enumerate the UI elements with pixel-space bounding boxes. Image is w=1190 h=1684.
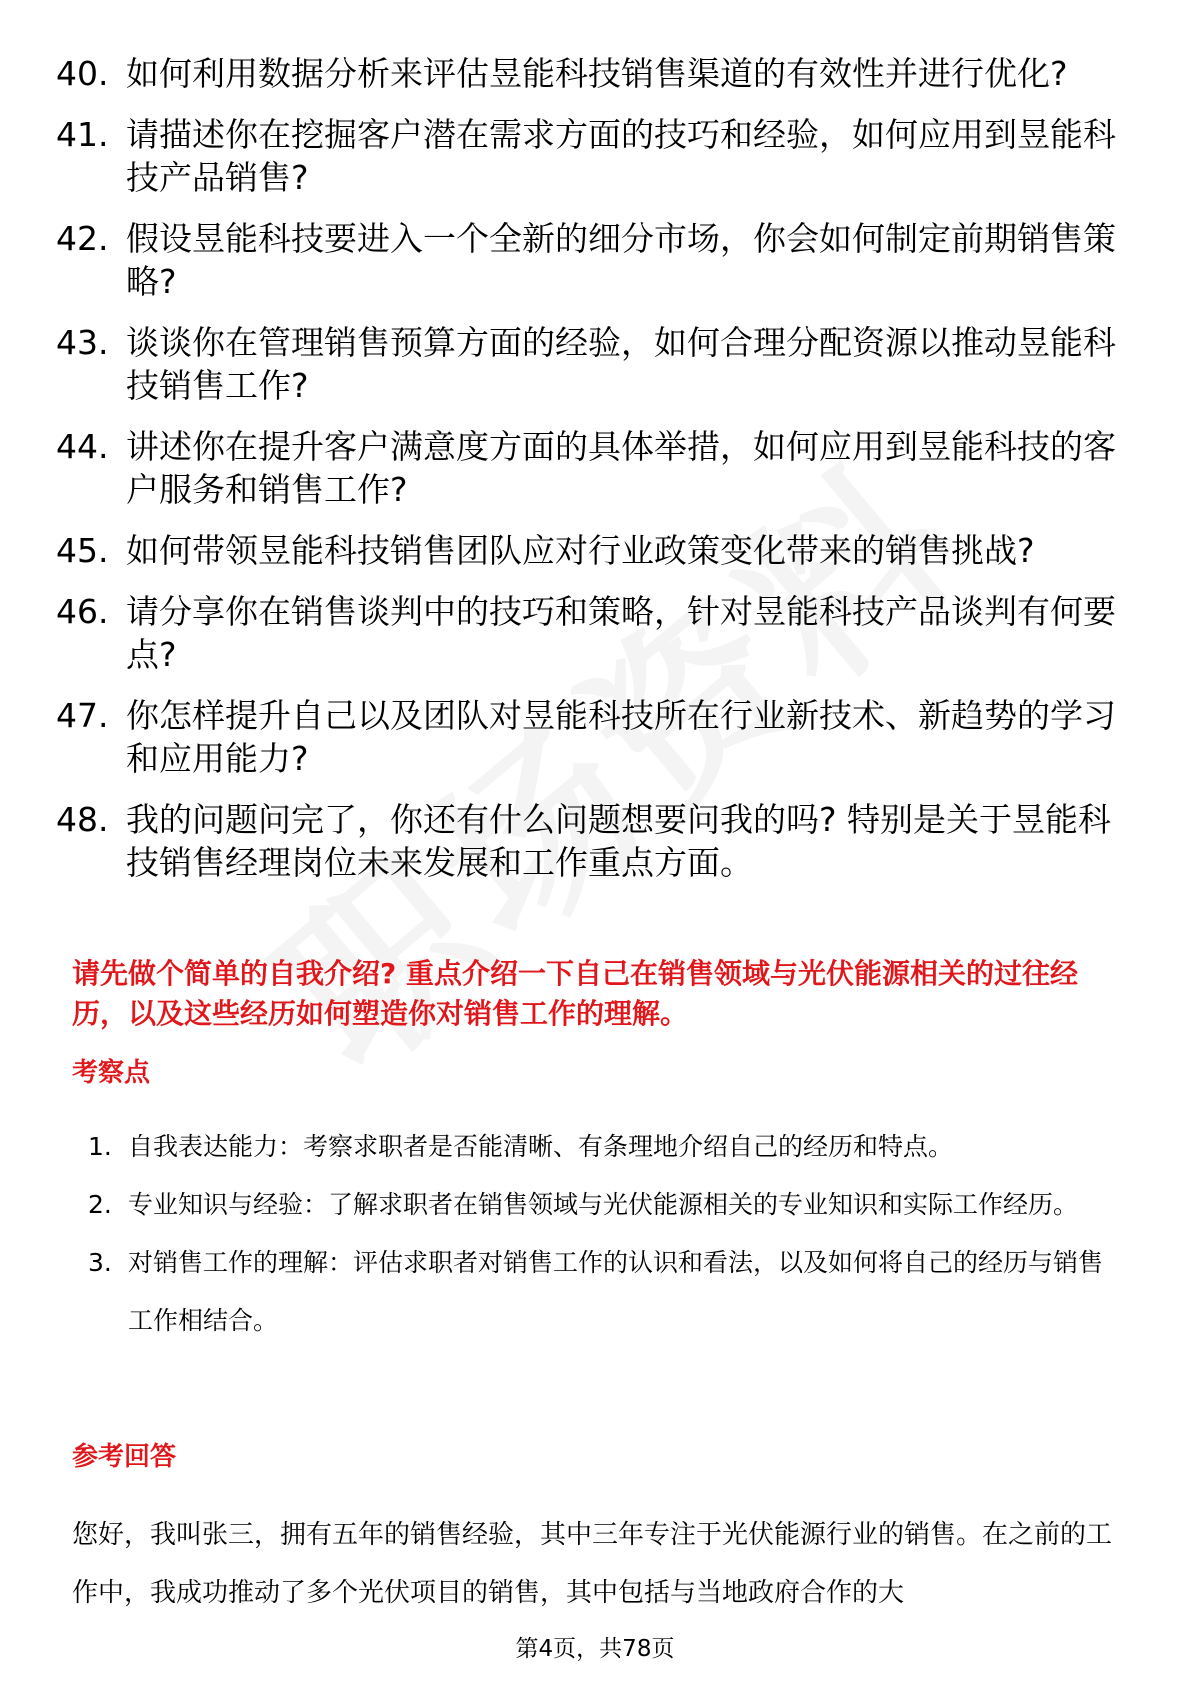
question-number: 44. — [56, 427, 109, 466]
question-item — [56, 590, 1136, 676]
highlight-question: 请先做个简单的自我介绍? 重点介绍一下自己在销售领域与光伏能源相关的过往经历，以及这些经历如何塑造你对销售工作的理解。 — [72, 957, 1078, 1030]
assessment-point — [88, 1234, 1118, 1350]
reference-answer-text: 您好，我叫张三，拥有五年的销售经验，其中三年专注于光伏能源行业的销售。在之前的工作中，我成功推动了多个光伏项目的销售，其中包括与当地政府合作的大 — [72, 1520, 1113, 1608]
question-number: 43. — [56, 323, 109, 362]
assessment-point-text: 专业知识与经验：了解求职者在销售领域与光伏能源相关的专业知识和实际工作经历。 — [128, 1190, 1079, 1219]
question-text: 请描述你在挖掘客户潜在需求方面的技巧和经验，如何应用到昱能科技产品销售? — [126, 115, 1116, 197]
question-list — [56, 52, 1136, 902]
question-item — [56, 113, 1136, 199]
assessment-point — [88, 1118, 1118, 1176]
assessment-point-text: 对销售工作的理解：评估求职者对销售工作的认识和看法，以及如何将自己的经历与销售工作相结合。 — [128, 1248, 1104, 1335]
question-text: 讲述你在提升客户满意度方面的具体举措，如何应用到昱能科技的客户服务和销售工作? — [126, 427, 1116, 509]
question-number: 42. — [56, 219, 109, 258]
question-item — [56, 529, 1136, 572]
question-text: 谈谈你在管理销售预算方面的经验，如何合理分配资源以推动昱能科技销售工作? — [126, 323, 1116, 405]
question-text: 如何利用数据分析来评估昱能科技销售渠道的有效性并进行优化? — [126, 54, 1068, 93]
question-item — [56, 217, 1136, 303]
section-title-cankao: 参考回答 — [72, 1442, 177, 1472]
assessment-point-number: 2. — [88, 1190, 112, 1219]
question-number: 45. — [56, 531, 109, 570]
question-text: 假设昱能科技要进入一个全新的细分市场，你会如何制定前期销售策略? — [126, 219, 1116, 301]
question-item — [56, 798, 1136, 884]
question-number: 41. — [56, 115, 109, 154]
question-item — [56, 694, 1136, 780]
question-item — [56, 321, 1136, 407]
question-text: 你怎样提升自己以及团队对昱能科技所在行业新技术、新趋势的学习和应用能力? — [126, 696, 1116, 778]
question-number: 40. — [56, 54, 109, 93]
question-number: 47. — [56, 696, 109, 735]
question-item — [56, 425, 1136, 511]
assessment-point — [88, 1176, 1118, 1234]
assessment-point-text: 自我表达能力：考察求职者是否能清晰、有条理地介绍自己的经历和特点。 — [128, 1132, 954, 1161]
page-footer: 第4页，共78页 — [515, 1636, 675, 1662]
question-number: 48. — [56, 800, 109, 839]
assessment-points-list — [88, 1118, 1118, 1350]
question-text: 请分享你在销售谈判中的技巧和策略，针对昱能科技产品谈判有何要点? — [126, 592, 1116, 674]
assessment-point-number: 1. — [88, 1132, 112, 1161]
question-item — [56, 52, 1136, 95]
question-text: 如何带领昱能科技销售团队应对行业政策变化带来的销售挑战? — [126, 531, 1035, 570]
question-number: 46. — [56, 592, 109, 631]
section-title-kaocha: 考察点 — [72, 1058, 151, 1088]
assessment-point-number: 3. — [88, 1248, 112, 1277]
question-text: 我的问题问完了，你还有什么问题想要问我的吗? 特别是关于昱能科技销售经理岗位未来发展和工作重点方面。 — [126, 800, 1112, 882]
